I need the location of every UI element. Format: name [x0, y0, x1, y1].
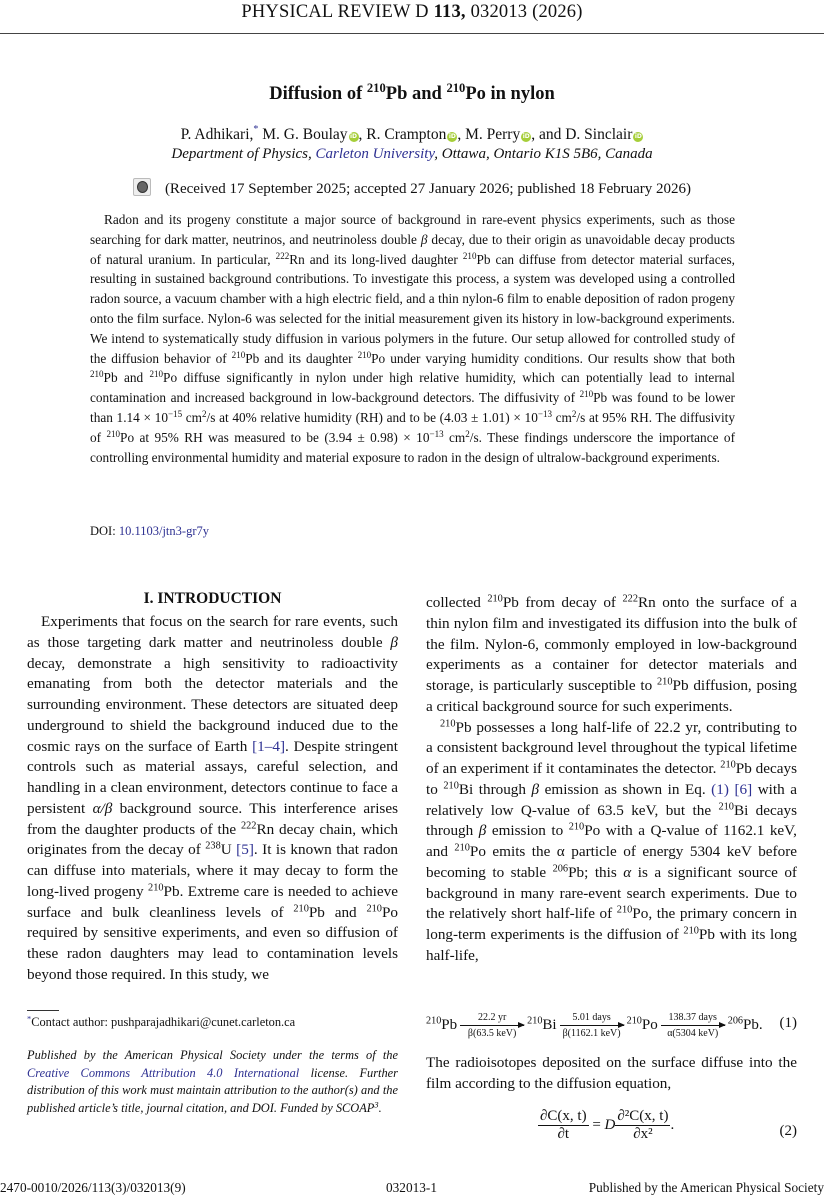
superscript: 210 [720, 759, 736, 771]
nuclide [527, 1017, 556, 1033]
half-life: 22.2 yr [477, 1012, 507, 1023]
superscript: 210 [443, 780, 459, 792]
superscript: 210 [293, 902, 309, 914]
doi [90, 524, 209, 539]
corresponding-author-mark[interactable]: * [253, 124, 259, 135]
element-symbol: Pb [441, 1016, 458, 1033]
math-symbol: β [531, 780, 540, 798]
received-text: (Received 17 September 2025; accepted 27 January 2026; published 18 February 2026) [164, 181, 692, 197]
superscript: 210 [90, 369, 104, 380]
decay-mode: β(63.5 keV) [467, 1028, 517, 1039]
author-separator: , [358, 126, 363, 143]
running-head [0, 2, 824, 23]
superscript: 210 [616, 904, 633, 916]
half-life: 5.01 days [572, 1012, 611, 1023]
equation-2 [426, 1108, 797, 1160]
equation-number: (1) [779, 1015, 797, 1031]
superscript: 210 [366, 902, 382, 914]
decay-mode: β(1162.1 keV) [562, 1028, 621, 1039]
superscript: 210 [683, 925, 699, 937]
superscript: 206 [552, 863, 569, 875]
article-number: 032013 (2026) [470, 2, 583, 22]
numerator: ∂²C(x, t) [617, 1108, 669, 1124]
equation-1 [426, 1000, 797, 1050]
element-symbol: Po [641, 1016, 658, 1033]
mass-number: 210 [426, 1015, 442, 1027]
denominator: ∂x² [633, 1126, 653, 1142]
intro-paragraph: collected $^{210}$Pb from decay of $^{222}$Rn onto the surface of a thin nylon film and investigated its diffusion into the bulk of the film. Nylon-6, commonly employed in low-background experiments as a container for detector materials and storage, is particularly susceptible to $^{210}$Pb diffusion, posing a critical background source for such experiments. [426, 593, 798, 715]
decay-chain [426, 1012, 763, 1039]
period: . [670, 1116, 675, 1133]
decay-arrow [661, 1012, 725, 1039]
reference-link[interactable]: [1–4] [252, 737, 286, 755]
footnote-mark: * [27, 1013, 32, 1024]
superscript: 210 [148, 882, 164, 894]
half-life: 138.37 days [668, 1012, 717, 1023]
equation-number: (2) [779, 1123, 797, 1139]
superscript: 210 [462, 250, 477, 261]
superscript: 210 [357, 349, 372, 360]
volume: 113, [433, 2, 466, 22]
equation-intro-text: The radioisotopes deposited on the surface diffuse into the film according to the diffusion equation, [426, 1054, 797, 1092]
arrow-icon [560, 1025, 624, 1026]
superscript: 210 [106, 428, 121, 439]
affiliation: Department of Physics, Carleton University, Ottawa, Ontario K1S 5B6, Canada [171, 146, 653, 162]
orcid-icon[interactable]: iD [448, 133, 456, 140]
math-symbol: β [420, 231, 428, 247]
footer-issn: 2470-0010/2026/113(3)/032013(9) [0, 1180, 186, 1195]
superscript: −15 [167, 409, 183, 419]
rhs-fraction [615, 1108, 670, 1143]
left-column [27, 612, 398, 986]
header-rule [0, 33, 824, 34]
footer-publisher: Published by the American Physical Society [588, 1180, 824, 1195]
intro-paragraph: $^{210}$Pb possesses a long half-life of 22.2 yr, contributing to a consistent background level throughout the typical lifetime of an experiment if it contaminates the detector. $^{210}$Pb decays to $^{210}$Bi through β emission as shown in Eq. (1) [6] with a relatively low Q-value of 63.5 keV, but the $^{210}$Bi decays through β emission to $^{210}$Po with a Q-value of 1162.1 keV, and $^{210}$Po emits the α particle of energy 5304 keV before becoming to stable $^{206}$Pb; this α is a significant source of background in many rare-event search experiments. Due to the relatively short half-life of $^{210}$Po, the primary concern in long-term experiments is the diffusion of $^{210}$Pb with its long half-life, [426, 717, 798, 964]
doi-label: DOI: [90, 524, 116, 538]
superscript: 222 [275, 250, 290, 261]
arrow-icon [460, 1025, 524, 1026]
arrow-icon [661, 1025, 725, 1026]
decay-arrow [460, 1012, 524, 1039]
orcid-icon[interactable]: iD [349, 133, 358, 140]
superscript: −13 [429, 428, 444, 439]
reference-link[interactable]: Creative Commons Attribution 4.0 International [27, 1065, 300, 1080]
reference-link[interactable]: [5] [236, 841, 254, 859]
received-dates [0, 178, 824, 198]
superscript: 210 [718, 800, 734, 812]
superscript: 210 [568, 821, 585, 833]
element-symbol: Bi [542, 1016, 557, 1033]
abstract: Radon and its progeny constitute a major source of background in rare-event physics experiments, such as those searching for dark matter, neutrinos, and neutrinoless double β decay, due to their origin as unavoidable decay products of natural uranium. In particular, $^{222}$Rn and its long-lived daughter $^{210}$Pb can diffuse from detector material surfaces, resulting in sustained background contributions. To investigate this process, a system was developed using a controlled radon source, a vacuum chamber with a high electric field, and a thin nylon-6 film to enable deposition of radon progeny onto the film surface. Nylon-6 was selected for the initial measurement given its history in low-background experiments. We intend to systematically study diffusion in various polymers in the future. Our setup allowed for controlled study of the diffusion behavior of $^{210}$Pb and its daughter $^{210}$Po under varying humidity conditions. Our results show that both $^{210}$Pb and $^{210}$Po diffuse significantly in nylon under high relative humidity, which can potentially lead to internal contamination and increased background in low-background detectors. The diffusivity of $^{210}$Pb was found to be lower than $1.14 \times 10^{-15}$ $cm^2/s$ at 40% relative humidity (RH) and to be $(4.03 \pm 1.01) \times 10^{-13}$ $cm^2/s$ at 95% RH. The diffusivity of $^{210}$Po at 95% RH was measured to be $(3.94 \pm 0.98) \times 10^{-13}$ $cm^2/s$. These findings underscore the importance of controlling environmental humidity and material exposure to radon in the design of ultralow-background experiments. [90, 212, 736, 465]
superscript: 210 [657, 676, 673, 688]
intro-paragraph: Experiments that focus on the search for rare events, such as those targeting dark matter and neutrinoless double β decay, demonstrate a high sensitivity to radioactivity emanating from both the detector materials and the surrounding environment. These detectors are situated deep underground to shield the background induced due to the cosmic rays on the surface of Earth [1–4]. Despite stringent controls such as material assays, careful selection, and handling in a clean environment, detectors continue to face a persistent α/β background source. This interference arises from the daughter products of the $^{222}$Rn decay chain, which originates from the decay of $^{238}$U [5]. It is known that radon can diffuse into materials, where it may decay to form the long-lived progeny $^{210}$Pb. Extreme care is needed to achieve surface and bulk cleanliness levels of $^{210}$Pb and $^{210}$Po required by sensitive experiments, and even so diffusion of these radon daughters may lead to contamination levels beyond those required. In this study, we [27, 613, 399, 983]
author-name: M. Perry [465, 126, 521, 143]
footnote-rule [27, 1010, 59, 1011]
superscript: 210 [440, 717, 456, 729]
footnote [27, 1015, 295, 1030]
denominator: ∂t [557, 1126, 570, 1142]
reference-link[interactable]: Carleton University [315, 146, 435, 162]
numerator: ∂C(x, t) [540, 1108, 587, 1124]
nuclide [426, 1017, 457, 1033]
orcid-icon[interactable]: iD [634, 133, 642, 140]
doi-link[interactable]: 10.1103/jtn3-gr7y [118, 524, 209, 538]
superscript: 210 [366, 81, 386, 96]
superscript: 210 [231, 349, 246, 360]
paper-title: Diffusion of $^{210}$Pb and $^{210}$Po in nylon [269, 81, 555, 104]
superscript: −13 [537, 409, 552, 419]
math-symbol: β [390, 633, 398, 651]
mass-number: 210 [626, 1015, 642, 1027]
decay-arrow [560, 1012, 624, 1039]
math-symbol: α/β [92, 799, 113, 817]
journal-name: PHYSICAL REVIEW D [241, 2, 429, 22]
equals-sign: = [592, 1116, 601, 1133]
author-separator: , [457, 126, 462, 143]
page-number: 032013-1 [386, 1180, 437, 1195]
author-name: D. Sinclair [565, 126, 633, 143]
nuclide [728, 1017, 763, 1033]
author-separator: , and [531, 126, 562, 143]
diffusion-equation [538, 1108, 674, 1143]
superscript: 210 [487, 593, 503, 605]
lhs-fraction [538, 1108, 589, 1143]
mass-number: 210 [527, 1015, 543, 1027]
license-statement: Published by the American Physical Society under the terms of the Creative Commons Attribution 4.0 International license. Further distribution of this work must maintain attribution to the author(s) and the published article’s title, journal citation, and DOI. Funded by SCOAP$^3$. [27, 1048, 398, 1116]
crossmark-icon[interactable] [133, 178, 151, 196]
author-name: R. Crampton [366, 126, 447, 143]
element-symbol: Pb. [743, 1016, 763, 1033]
math-symbol: β [478, 822, 487, 840]
superscript: 3 [374, 1099, 379, 1110]
superscript: 2 [465, 428, 470, 439]
superscript: 2 [202, 409, 207, 419]
superscript: 210 [579, 389, 594, 400]
section-heading: I. INTRODUCTION [143, 590, 282, 607]
nuclide [627, 1017, 658, 1033]
diffusion-coefficient: D [604, 1116, 616, 1133]
superscript: 210 [454, 842, 470, 854]
reference-link[interactable]: [6] [734, 780, 753, 798]
contact-author: Contact author: pushparajadhikari@cunet.carleton.ca [31, 1015, 296, 1029]
superscript: 238 [205, 840, 221, 852]
superscript: 222 [240, 819, 257, 831]
superscript: 222 [622, 593, 638, 605]
author-list [0, 124, 824, 144]
decay-mode: α(5304 keV) [667, 1028, 719, 1039]
superscript: 210 [149, 369, 164, 380]
orcid-icon[interactable]: iD [522, 133, 530, 140]
math-symbol: α [623, 863, 632, 881]
right-column [426, 593, 797, 967]
mass-number: 206 [727, 1015, 743, 1027]
reference-link[interactable]: (1) [711, 780, 729, 798]
superscript: 2 [571, 409, 577, 419]
author-name: P. Adhikari, [180, 126, 254, 143]
author-name: M. G. Boulay [262, 126, 348, 143]
superscript: 210 [446, 81, 466, 96]
